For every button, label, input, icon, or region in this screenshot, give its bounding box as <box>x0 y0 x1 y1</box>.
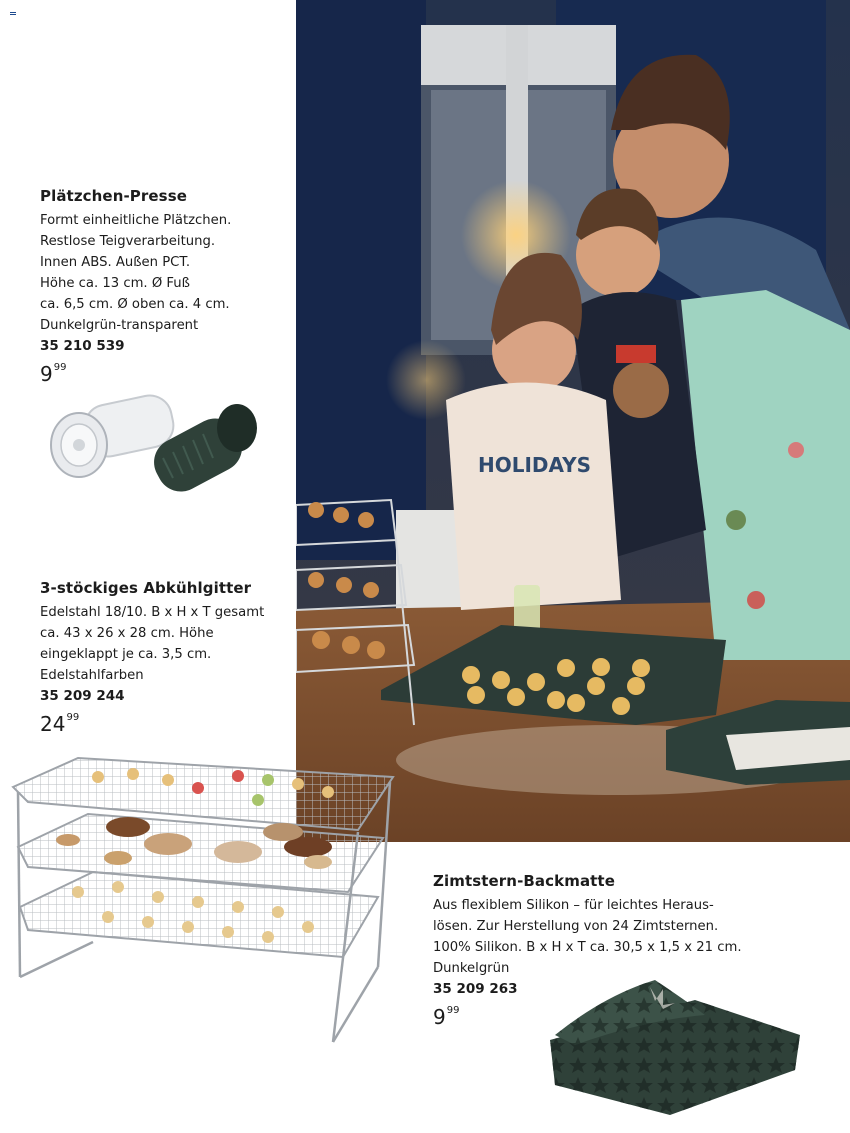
price-euros: 9 <box>433 1005 446 1029</box>
price <box>40 712 264 736</box>
description-line: Innen ABS. Außen PCT. <box>40 255 191 270</box>
cookie-press-image <box>45 388 265 503</box>
baking-mat-image <box>545 975 805 1120</box>
product-abkuehlgitter <box>40 579 264 736</box>
description-line: Edelstahlfarben <box>40 668 144 683</box>
price-euros: 9 <box>40 362 53 386</box>
description-line: ca. 6,5 cm. Ø oben ca. 4 cm. <box>40 297 230 312</box>
price-cents: 99 <box>53 362 67 374</box>
sweater-text: HOLIDAYS <box>478 453 591 477</box>
article-number: 35 210 539 <box>40 338 125 354</box>
description-line: Formt einheitliche Plätzchen. <box>40 213 232 228</box>
product-description <box>40 602 264 686</box>
description-line: ca. 43 x 26 x 28 cm. Höhe <box>40 626 214 641</box>
product-description <box>433 895 742 979</box>
description-line: lösen. Zur Herstellung von 24 Zimtsternen. <box>433 919 719 934</box>
description-line: Dunkelgrün <box>433 961 510 976</box>
product-title: Plätzchen-Presse <box>40 187 188 205</box>
price-cents: 99 <box>66 712 80 724</box>
price <box>40 362 231 386</box>
menu-icon[interactable] <box>10 12 16 17</box>
price-euros: 24 <box>40 712 66 736</box>
product-title: 3-stöckiges Abkühlgitter <box>40 579 252 597</box>
cooling-rack-image <box>8 752 403 1047</box>
product-title: Zimtstern-Backmatte <box>433 872 615 890</box>
product-description <box>40 210 231 336</box>
description-line: Restlose Teigverarbeitung. <box>40 234 216 249</box>
article-number: 35 209 263 <box>433 981 518 997</box>
price-cents: 99 <box>446 1005 460 1017</box>
description-line: 100% Silikon. B x H x T ca. 30,5 x 1,5 x 21 cm. <box>433 940 742 955</box>
lifestyle-photo <box>296 0 850 842</box>
baking-scene-illustration <box>296 0 850 842</box>
description-line: Aus flexiblem Silikon – für leichtes Heraus- <box>433 898 714 913</box>
description-line: Höhe ca. 13 cm. Ø Fuß <box>40 276 190 291</box>
description-line: eingeklappt je ca. 3,5 cm. <box>40 647 212 662</box>
description-line: Edelstahl 18/10. B x H x T gesamt <box>40 605 265 620</box>
description-line: Dunkelgrün-transparent <box>40 318 199 333</box>
product-platzchen-presse <box>40 187 231 386</box>
article-number: 35 209 244 <box>40 688 125 704</box>
